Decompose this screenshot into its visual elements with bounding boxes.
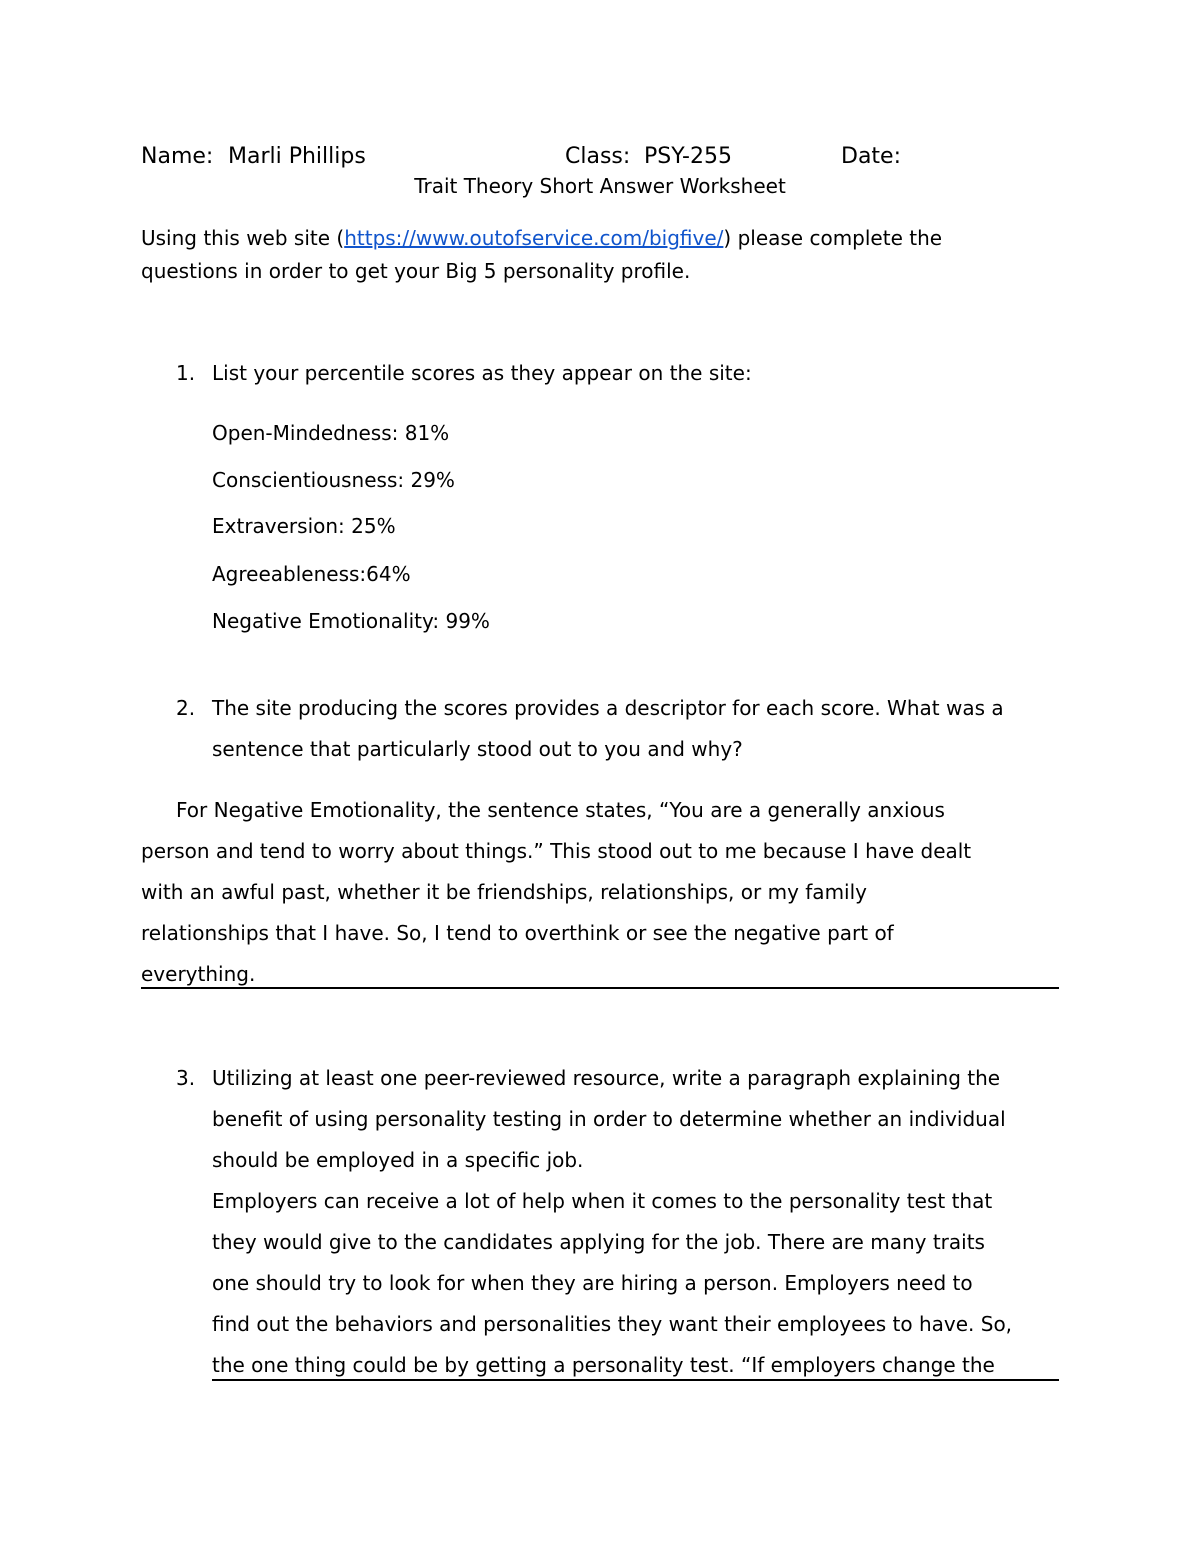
answer-3-line-3: one should try to look for when they are hiring a person. Employers need to	[212, 1271, 973, 1295]
class-label: Class:	[565, 144, 631, 169]
intro-text-after-link: ) please complete the	[723, 226, 943, 250]
score-conscientiousness: Conscientiousness: 29%	[212, 468, 455, 492]
question-2-line-1: The site producing the scores provides a descriptor for each score. What was a	[212, 696, 1004, 720]
answer-2-line-2: person and tend to worry about things.” This stood out to me because I have dealt	[141, 839, 972, 863]
worksheet-title: Trait Theory Short Answer Worksheet	[414, 174, 786, 198]
intro-text-before-link: Using this web site (	[141, 226, 345, 250]
intro-line-1	[141, 228, 942, 248]
answer-3-line-2: they would give to the candidates applying for the job. There are many traits	[212, 1230, 985, 1254]
answer-2-line-1: For Negative Emotionality, the sentence states, “You are a generally anxious	[176, 798, 945, 822]
answer-2-line-4: relationships that I have. So, I tend to overthink or see the negative part of	[141, 921, 894, 945]
question-3-line-1: Utilizing at least one peer-reviewed resource, write a paragraph explaining the	[212, 1066, 1001, 1090]
class-value: PSY-255	[644, 144, 732, 169]
intro-line-2: questions in order to get your Big 5 personality profile.	[141, 259, 691, 283]
score-open-mindedness: Open-Mindedness: 81%	[212, 421, 450, 445]
question-3-line-2: benefit of using personality testing in order to determine whether an individual	[212, 1107, 1006, 1131]
answer-3-line-4: find out the behaviors and personalities they want their employees to have. So,	[212, 1312, 1013, 1336]
question-2-number: 2.	[176, 696, 196, 720]
question-2-line-2: sentence that particularly stood out to you and why?	[212, 737, 743, 761]
answer-3-line-5: the one thing could be by getting a personality test. “If employers change the	[212, 1353, 995, 1377]
question-1-text: List your percentile scores as they appear on the site:	[212, 361, 752, 385]
website-link[interactable]: https://www.outofservice.com/bigfive/	[344, 226, 724, 250]
score-extraversion: Extraversion: 25%	[212, 514, 396, 538]
question-1-number: 1.	[176, 361, 196, 385]
answer-2-line-3: with an awful past, whether it be friendships, relationships, or my family	[141, 880, 867, 904]
name-label: Name:	[141, 144, 214, 169]
answer-3-underline	[212, 1379, 1059, 1381]
name-value: Marli Phillips	[228, 144, 366, 169]
question-3-line-3: should be employed in a specific job.	[212, 1148, 584, 1172]
answer-2-line-5: everything.	[141, 962, 256, 986]
answer-3-line-1: Employers can receive a lot of help when it comes to the personality test that	[212, 1189, 993, 1213]
score-agreeableness: Agreeableness:64%	[212, 562, 411, 586]
score-negative-emotionality: Negative Emotionality: 99%	[212, 609, 490, 633]
answer-2-underline	[141, 987, 1059, 989]
date-label: Date:	[841, 144, 901, 169]
question-3-number: 3.	[176, 1066, 196, 1090]
